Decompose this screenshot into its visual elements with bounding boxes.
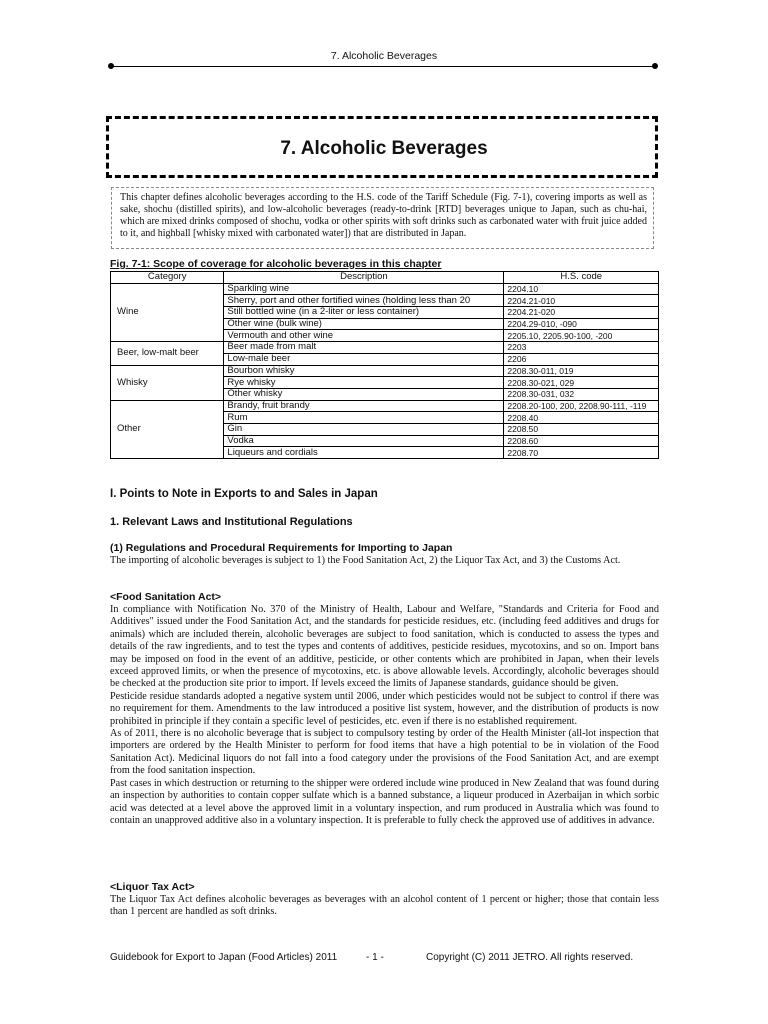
regulations-paragraph: [110, 555, 659, 567]
description-cell: Sparkling wine: [224, 283, 504, 295]
section-heading-laws: 1. Relevant Laws and Institutional Regulations: [110, 516, 353, 528]
scope-table: [110, 271, 659, 459]
liquor-tax-body: [110, 894, 659, 919]
hs-code-cell: 2204.29-010, -090: [504, 318, 659, 330]
header-rule: [111, 66, 655, 67]
description-cell: Rum: [224, 412, 504, 424]
hs-code-cell: 2208.40: [504, 412, 659, 424]
hs-code-cell: 2208.30-011, 019: [504, 365, 659, 377]
description-cell: Gin: [224, 423, 504, 435]
description-cell: Still bottled wine (in a 2-liter or less container): [224, 307, 504, 319]
intro-box: This chapter defines alcoholic beverages according to the H.S. code of the Tariff Schedule (Fig. 7-1), covering imports as well as sake, shochu (distilled spirits), and low-alcoholic beverages (ready-to-drink [RTD] beverages unique to Japan, such as chu-hai, which are mixed drinks composed of shochu, vodka or other spirits with soft drinks such as carbonated water with fruit juice added to it, and highball [whisky mixed with carbonated water]) that are distributed in Japan.: [111, 187, 654, 249]
description-cell: Rye whisky: [224, 377, 504, 389]
footer-guidebook-title: Guidebook for Export to Japan (Food Articles) 2011: [110, 952, 338, 963]
food-sanitation-body: [110, 604, 659, 827]
table-row: [111, 283, 659, 295]
description-cell: Sherry, port and other fortified wines (holding less than 20: [224, 295, 504, 307]
hs-code-cell: 2208.50: [504, 423, 659, 435]
hs-code-cell: 2203: [504, 342, 659, 354]
footer-page-number: - 1 -: [366, 952, 384, 963]
description-cell: Bourbon whisky: [224, 365, 504, 377]
description-cell: Vermouth and other wine: [224, 330, 504, 342]
hs-code-cell: 2208.30-031, 032: [504, 388, 659, 400]
table-row: [111, 365, 659, 377]
hs-code-cell: 2208.70: [504, 447, 659, 459]
description-cell: Low-male beer: [224, 353, 504, 365]
hs-code-cell: 2204.21-010: [504, 295, 659, 307]
column-header-description: Description: [224, 272, 504, 284]
food-sanitation-paragraph-4: Past cases in which destruction or returning to the shipper were ordered include wine produced in New Zealand that was found during an inspection by authorities to contain copper sulfate which is a banned substance, a liqueur produced in Azerbaijan in which sorbic acid was detected at a level above the approved limit in a voluntary inspection, and rum produced in Australia which was found to contain an unapproved additive also in a voluntary inspection. It is preferable to fully check the approved use of additives in advance.: [110, 777, 659, 826]
description-cell: Other wine (bulk wine): [224, 318, 504, 330]
hs-code-cell: 2206: [504, 353, 659, 365]
table-header-row: [111, 272, 659, 284]
hs-code-cell: 2205.10, 2205.90-100, -200: [504, 330, 659, 342]
category-cell: Wine: [111, 283, 224, 341]
running-header: 7. Alcoholic Beverages: [330, 50, 438, 62]
liquor-tax-paragraph-1: The Liquor Tax Act defines alcoholic beverages as beverages with an alcohol content of 1 percent or higher; those that contain less than 1 percent are handled as soft drinks.: [110, 894, 659, 918]
description-cell: Vodka: [224, 435, 504, 447]
hs-code-cell: 2208.30-021, 029: [504, 377, 659, 389]
column-header-hs-code: H.S. code: [504, 272, 659, 284]
header-rule-dot-left: [108, 63, 114, 69]
description-cell: Brandy, fruit brandy: [224, 400, 504, 412]
table-row: [111, 342, 659, 354]
section-heading-regulations: (1) Regulations and Procedural Requirements for Importing to Japan: [110, 542, 453, 554]
chapter-title: 7. Alcoholic Beverages: [280, 138, 488, 159]
hs-code-cell: 2204.10: [504, 283, 659, 295]
description-cell: Beer made from malt: [224, 342, 504, 354]
hs-code-cell: 2208.60: [504, 435, 659, 447]
category-cell: Other: [111, 400, 224, 458]
header-rule-dot-right: [652, 63, 658, 69]
column-header-category: Category: [111, 272, 224, 284]
hs-code-cell: 2208.20-100, 200, 2208.90-111, -119: [504, 400, 659, 412]
section-heading-points: I. Points to Note in Exports to and Sales in Japan: [110, 488, 378, 500]
food-sanitation-paragraph-3: As of 2011, there is no alcoholic beverage that is subject to compulsory testing by order of the Health Minister (all-lot inspection that importers are ordered by the Health Minister to perform for food items that have a high potential to be in violation of the Food Sanitation Act). Medicinal liquors do not fall into a food category under the provisions of the Food Sanitation Act, and are exempt from the food sanitation inspection.: [110, 728, 659, 777]
table-row: [111, 400, 659, 412]
food-sanitation-heading: <Food Sanitation Act>: [110, 591, 222, 603]
food-sanitation-paragraph-1: In compliance with Notification No. 370 of the Ministry of Health, Labour and Welfare, "Standards and Criteria for Food and Additives" issued under the Food Sanitation Act, and the standards for pesticide residues, etc. (including feed additives and drugs for animals) which are included therein, alcoholic beverages are subject to food sanitation, which is conducted to assess the types and details of the raw ingredients, and to test the types and contents of additives, pesticide residues, mycotoxins, and so on. Import bans may be imposed on food in the event of an additive, pesticide, or other contents which are prohibited in Japan, when their levels exceed approved limits, or when the presence of mycotoxins, etc. is above allowable levels. Accordingly, alcoholic beverages should be checked at the production site prior to import. If levels exceed the limits of Japanese standards, guidance should be given.: [110, 604, 659, 690]
hs-code-cell: 2204.21-020: [504, 307, 659, 319]
footer-copyright: Copyright (C) 2011 JETRO. All rights reserved.: [426, 952, 634, 963]
regulations-text: The importing of alcoholic beverages is subject to 1) the Food Sanitation Act, 2) the Liquor Tax Act, and 3) the Customs Act.: [110, 555, 621, 566]
liquor-tax-heading: <Liquor Tax Act>: [110, 881, 195, 893]
description-cell: Other whisky: [224, 388, 504, 400]
food-sanitation-paragraph-2: Pesticide residue standards adopted a negative system until 2006, under which pesticides would not be subject to control if there was no requirement for them. Amendments to the law introduced a positive list system, however, and the distribution of products is now prohibited in principle if they contain a specific level of pesticides, etc. even if there is no established requirement.: [110, 690, 659, 727]
description-cell: Liqueurs and cordials: [224, 447, 504, 459]
figure-caption: Fig. 7-1: Scope of coverage for alcoholic beverages in this chapter: [110, 258, 442, 270]
category-cell: Whisky: [111, 365, 224, 400]
category-cell: Beer, low-malt beer: [111, 342, 224, 365]
